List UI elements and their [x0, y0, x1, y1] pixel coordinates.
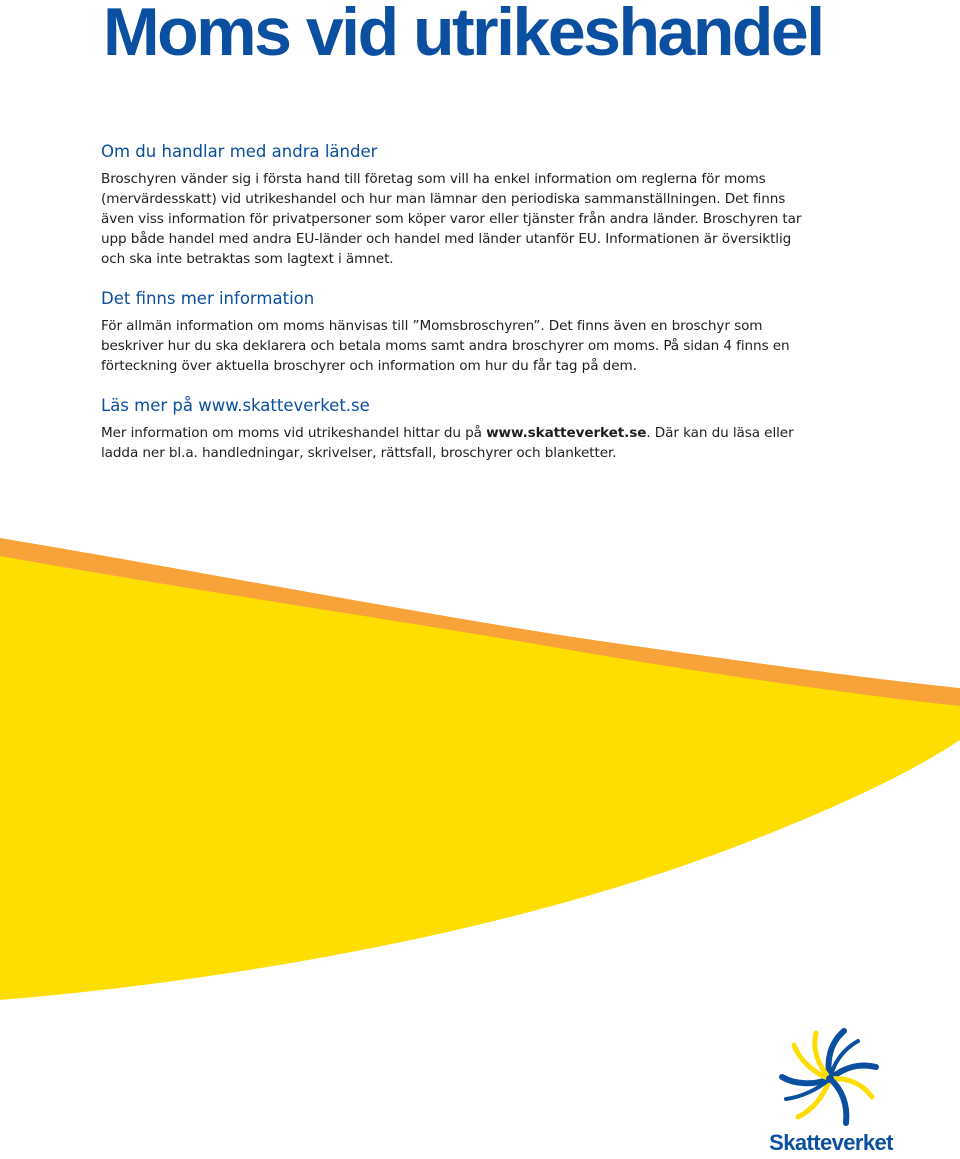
body-text: Mer information om moms vid utrikeshandel hittar du på	[101, 425, 487, 441]
skatteverket-logo	[756, 1025, 906, 1159]
section-international-trade	[101, 140, 816, 269]
section-body: Broschyren vänder sig i första hand till företag som vill ha enkel information om reglerna för moms (mervärdesskatt) vid utrikeshandel och hur man lämnar den periodiska sammanställningen. Det finns även viss information för privatpersoner som köper varor eller tjänster från andra länder. Broschyren tar upp både handel med andra EU-länder och handel med länder utanför EU. Informationen är översiktlig och ska inte betraktas som lagtext i ämnet.	[101, 171, 802, 267]
body-text: . Där kan du läsa eller ladda ner bl.a. handledningar, skrivelser, rättsfall, broschyrer och blanketter.	[101, 425, 794, 461]
page-title: Moms vid utrikeshandel	[103, 0, 823, 70]
section-body: För allmän information om moms hänvisas till ”Momsbroschyren”. Det finns även en broschyr som beskriver hur du ska deklarera och betala moms samt andra broschyrer om moms. På sidan 4 finns en förteckning över aktuella broschyrer och information om hur du får tag på dem.	[101, 318, 790, 374]
section-heading: Det finns mer information	[101, 289, 315, 308]
logo-wordmark: Skatteverket	[769, 1130, 893, 1155]
section-body	[101, 423, 816, 463]
section-read-more	[101, 394, 816, 463]
section-heading: Om du handlar med andra länder	[101, 142, 378, 161]
content-area	[101, 140, 816, 481]
section-heading: Läs mer på www.skatteverket.se	[101, 396, 370, 415]
section-more-information	[101, 287, 816, 376]
logo-crown-icon	[774, 1025, 886, 1131]
website-link[interactable]: www.skatteverket.se	[486, 425, 647, 441]
